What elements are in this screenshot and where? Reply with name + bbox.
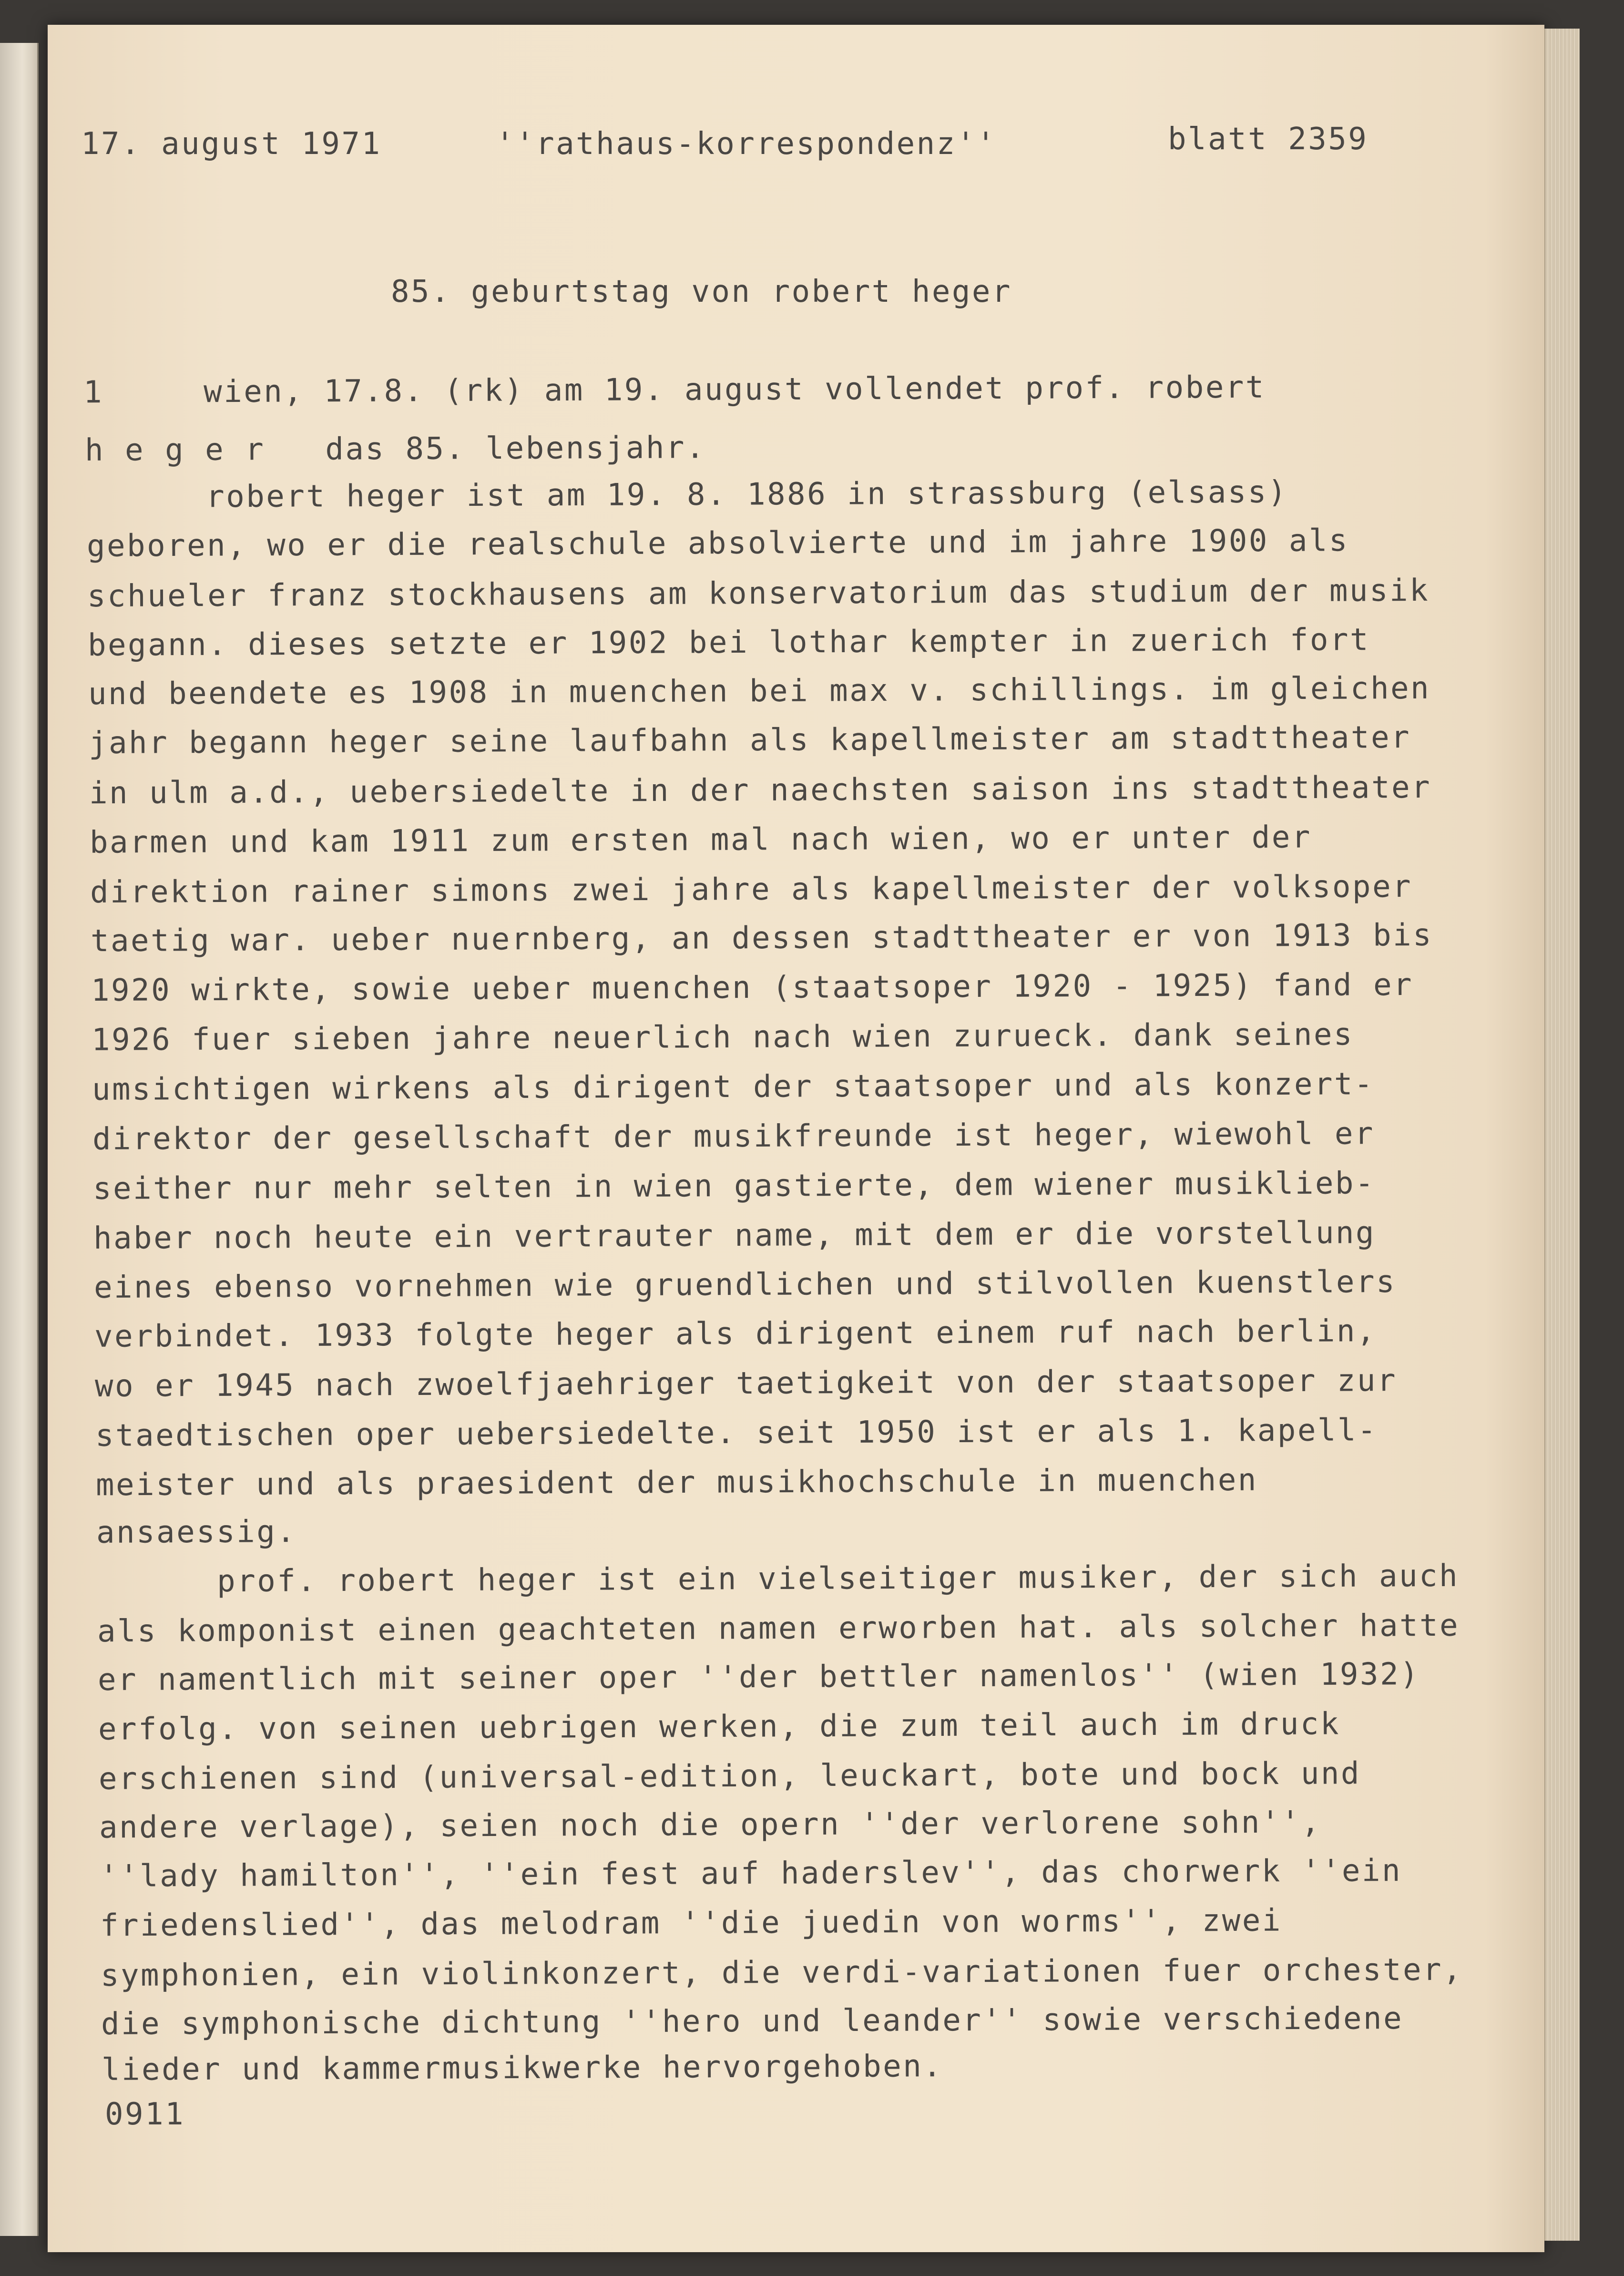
header-date: 17. august 1971 xyxy=(81,126,382,162)
body-line: 1920 wirkte, sowie ueber muenchen (staatsoper 1920 - 1925) fand er xyxy=(91,967,1414,1009)
body-line: umsichtigen wirkens als dirigent der staatsoper und als konzert- xyxy=(92,1066,1375,1107)
body-line: begann. dieses setzte er 1902 bei lothar kempter in zuerich fort xyxy=(87,622,1370,663)
body-line: meister und als praesident der musikhochschule in muenchen xyxy=(95,1462,1258,1503)
body-line: prof. robert heger ist ein vielseitiger musiker, der sich auch xyxy=(96,1558,1460,1600)
body-line: symphonien, ein violinkonzert, die verdi-variationen fuer orchester, xyxy=(100,1952,1463,1994)
body-line: erschienen sind (universal-edition, leuckart, bote und bock und xyxy=(98,1756,1361,1797)
body-line: taetig war. ueber nuernberg, an dessen stadttheater er von 1913 bis xyxy=(90,917,1433,959)
body-line: die symphonische dichtung ''hero und leander'' sowie verschiedene xyxy=(101,2001,1404,2042)
body-line: geboren, wo er die realschule absolvierte und im jahre 1900 als xyxy=(86,523,1349,564)
body-line: staedtischen oper uebersiedelte. seit 1950 ist er als 1. kapell- xyxy=(95,1413,1378,1454)
header-publication: ''rathaus-korrespondenz'' xyxy=(496,126,997,162)
body-line: und beendete es 1908 in muenchen bei max v. schillings. im gleichen xyxy=(88,670,1431,712)
page-number: 0911 xyxy=(105,2097,185,2132)
body-line: ansaessig. xyxy=(96,1514,297,1550)
body-line: lieder und kammermusikwerke hervorgehoben. xyxy=(101,2049,943,2088)
body-line: barmen und kam 1911 zum ersten mal nach wien, wo er unter der xyxy=(89,820,1312,861)
body-line: direktor der gesellschaft der musikfreunde ist heger, wiewohl er xyxy=(92,1116,1375,1157)
body-line: jahr begann heger seine laufbahn als kapellmeister am stadttheater xyxy=(88,719,1411,761)
body-line: er namentlich mit seiner oper ''der bettler namenlos'' (wien 1932) xyxy=(97,1656,1420,1698)
body-line: 1 wien, 17.8. (rk) am 19. august vollendet prof. robert xyxy=(83,369,1266,410)
left-facing-page-edge xyxy=(0,43,39,2236)
body-line: robert heger ist am 19. 8. 1886 in strassburg (elsass) xyxy=(85,474,1288,515)
body-line: friedenslied'', das melodram ''die juedin von worms'', zwei xyxy=(100,1903,1282,1944)
body-line: 1926 fuer sieben jahre neuerlich nach wien zurueck. dank seines xyxy=(91,1017,1354,1058)
body-line: verbindet. 1933 folgte heger als dirigent einem ruf nach berlin, xyxy=(94,1313,1377,1354)
body-line: in ulm a.d., uebersiedelte in der naechsten saison ins stadttheater xyxy=(89,769,1432,811)
document-title: 85. geburtstag von robert heger xyxy=(391,274,1012,309)
body-line: erfolg. von seinen uebrigen werken, die zum teil auch im druck xyxy=(98,1706,1341,1747)
body-line: als komponist einen geachteten namen erworben hat. als solcher hatte xyxy=(97,1608,1460,1650)
body-line: schueler franz stockhausens am konservatorium das studium der musik xyxy=(87,573,1430,615)
body-line: seither nur mehr selten in wien gastierte, dem wiener musiklieb- xyxy=(92,1166,1376,1207)
body-line: wo er 1945 nach zwoelfjaehriger taetigkeit von der staatsoper zur xyxy=(94,1363,1398,1404)
body-line: direktion rainer simons zwei jahre als kapellmeister der volksoper xyxy=(90,869,1413,911)
header-sheet-number: blatt 2359 xyxy=(1168,122,1369,157)
body-line: andere verlage), seien noch die opern ''der verlorene sohn'', xyxy=(99,1804,1322,1845)
page-stack-edges xyxy=(1544,29,1580,2241)
body-line: eines ebenso vornehmen wie gruendlichen und stilvollen kuenstlers xyxy=(93,1264,1397,1305)
body-line: h e g e r das 85. lebensjahr. xyxy=(84,430,706,468)
body-line: haber noch heute ein vertrauter name, mit dem er die vorstellung xyxy=(93,1215,1376,1256)
body-line: ''lady hamilton'', ''ein fest auf haderslev'', das chorwerk ''ein xyxy=(99,1853,1402,1894)
